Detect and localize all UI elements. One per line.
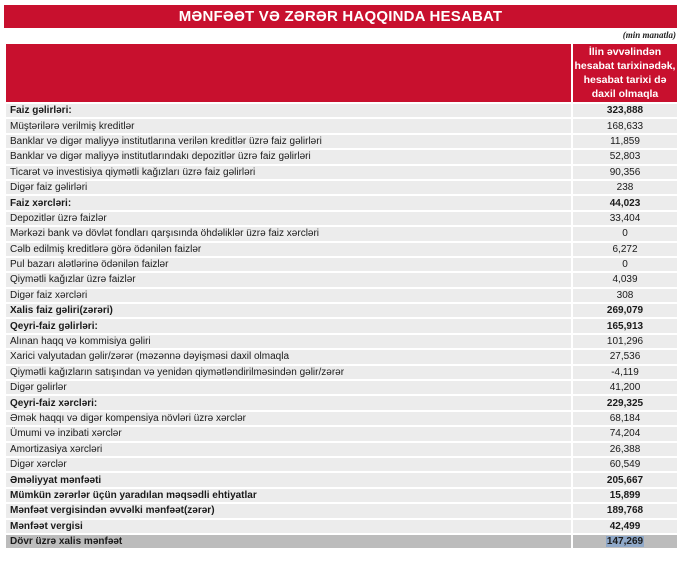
row-label: Depozitlər üzrə faizlər [5,211,572,226]
row-label: Qeyri-faiz gəlirləri: [5,318,572,333]
subtotal-row [5,303,678,318]
row-value: 90,356 [572,165,678,180]
value-column-header: İlin əvvəlindən hesabat tarixinədək, hesabat tarixi də daxil olmaqla [572,43,678,103]
row-label: Digər xərclər [5,457,572,472]
row-label: Ümumi və inzibati xərclər [5,426,572,441]
subtotal-row [5,318,678,333]
row-label: Xalis faiz gəliri(zərəri) [5,303,572,318]
row-value: 189,768 [572,503,678,518]
table-row [5,226,678,241]
row-label: Dövr üzrə xalis mənfəət [5,534,572,549]
row-value: 27,536 [572,349,678,364]
row-value: 44,023 [572,195,678,210]
row-value: 165,913 [572,318,678,333]
table-row [5,272,678,287]
row-label: Əməliyyat mənfəəti [5,472,572,487]
row-value: 60,549 [572,457,678,472]
subtotal-row [5,472,678,487]
row-value: 68,184 [572,411,678,426]
income-statement-table [4,42,679,550]
table-row [5,211,678,226]
table-row [5,288,678,303]
subtotal-row [5,195,678,210]
subtotal-row [5,503,678,518]
row-label: Mənfəət vergisi [5,519,572,534]
row-value: 42,499 [572,519,678,534]
row-value: 4,039 [572,272,678,287]
row-value: -4,119 [572,365,678,380]
row-label: Mərkəzi bank və dövlət fondları qarşısında öhdəliklər üzrə faiz xərcləri [5,226,572,241]
row-value: 26,388 [572,442,678,457]
table-row [5,365,678,380]
row-value: 74,204 [572,426,678,441]
row-label: Digər faiz xərcləri [5,288,572,303]
table-row [5,349,678,364]
table-row [5,242,678,257]
row-value: 0 [572,257,678,272]
subtotal-row [5,488,678,503]
row-value: 6,272 [572,242,678,257]
table-row [5,257,678,272]
row-label: Banklar və digər maliyyə institutlarına verilən kreditlər üzrə faiz gəlirləri [5,134,572,149]
row-label: Mənfəət vergisindən əvvəlki mənfəət(zərər) [5,503,572,518]
table-body [5,103,678,549]
row-value: 323,888 [572,103,678,118]
row-label: Faiz gəlirləri: [5,103,572,118]
row-label: Əmək haqqı və digər kompensiya növləri üzrə xərclər [5,411,572,426]
row-label: Banklar və digər maliyyə institutlarındakı depozitlər üzrə faiz gəlirləri [5,149,572,164]
row-label: Qeyri-faiz xərcləri: [5,395,572,410]
table-row [5,380,678,395]
row-label: Qiymətli kağızlar üzrə faizlər [5,272,572,287]
table-row [5,149,678,164]
row-label: Pul bazarı alətlərinə ödənilən faizlər [5,257,572,272]
label-column-header [5,43,572,103]
row-value: 101,296 [572,334,678,349]
row-value: 308 [572,288,678,303]
report-title: MƏNFƏƏT VƏ ZƏRƏR HAQQINDA HESABAT [4,5,677,28]
table-row [5,180,678,195]
row-label: Cəlb edilmiş kreditlərə görə ödənilən faizlər [5,242,572,257]
row-value: 52,803 [572,149,678,164]
row-value: 205,667 [572,472,678,487]
table-row [5,334,678,349]
selected-value: 147,269 [606,536,644,548]
table-header-row [5,43,678,103]
row-label: Ticarət və investisiya qiymətli kağızları üzrə faiz gəlirləri [5,165,572,180]
table-row [5,134,678,149]
unit-note: (min manatla) [622,30,676,40]
row-label: Alınan haqq və kommisiya gəliri [5,334,572,349]
subtotal-row [5,519,678,534]
row-value: 0 [572,226,678,241]
table-row [5,457,678,472]
table-row [5,118,678,133]
table-row [5,426,678,441]
row-label: Xarici valyutadan gəlir/zərər (məzənnə dəyişməsi daxil olmaqla [5,349,572,364]
row-value: 229,325 [572,395,678,410]
row-label: Qiymətli kağızların satışından və yenidən qiymətləndirilməsindən gəlir/zərər [5,365,572,380]
row-value: 15,899 [572,488,678,503]
row-value: 269,079 [572,303,678,318]
subtotal-row [5,103,678,118]
table-row [5,442,678,457]
row-label: Digər faiz gəlirləri [5,180,572,195]
row-value: 11,859 [572,134,678,149]
row-value: 33,404 [572,211,678,226]
row-label: Amortizasiya xərcləri [5,442,572,457]
table-row [5,165,678,180]
row-value: 41,200 [572,380,678,395]
total-row [5,534,678,549]
row-label: Digər gəlirlər [5,380,572,395]
subtotal-row [5,395,678,410]
row-label: Faiz xərcləri: [5,195,572,210]
row-value: 238 [572,180,678,195]
row-value: 168,633 [572,118,678,133]
row-label: Mümkün zərərlər üçün yaradılan məqsədli ehtiyatlar [5,488,572,503]
row-label: Müştərilərə verilmiş kreditlər [5,118,572,133]
table-row [5,411,678,426]
row-value [572,534,678,549]
